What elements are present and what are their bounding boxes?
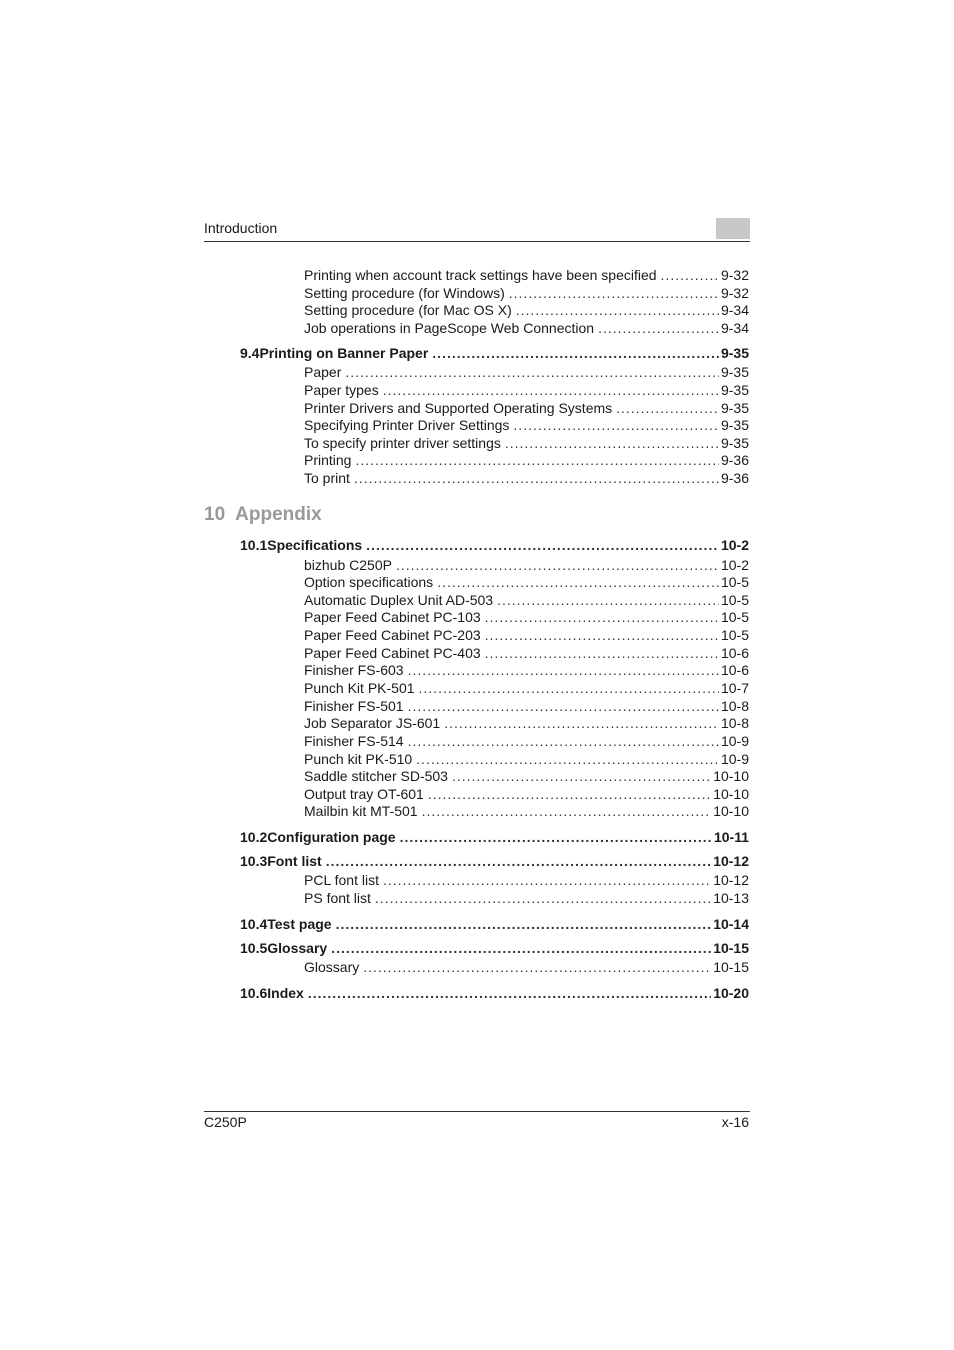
toc-dot-leader	[355, 451, 719, 469]
toc-entry-title: Punch kit PK-510	[304, 751, 413, 767]
toc-entry[interactable]	[304, 785, 749, 803]
header-tab-block	[716, 218, 750, 239]
toc-page-number: 9-34	[720, 302, 749, 318]
toc-dot-leader	[383, 381, 719, 399]
toc-dot-leader	[345, 363, 719, 381]
toc-dot-leader	[513, 416, 719, 434]
toc-page-number: 9-35	[720, 435, 749, 451]
toc-entry-title: Specifications	[267, 537, 363, 553]
toc-dot-leader	[485, 626, 719, 644]
toc-entry-title: PS font list	[304, 890, 371, 906]
toc-section-entry[interactable]	[240, 852, 749, 870]
toc-entry-title: Job Separator JS-601	[304, 715, 441, 731]
toc-entry[interactable]	[304, 573, 749, 591]
toc-page-number: 10-13	[713, 890, 749, 906]
toc-entry-title: Index	[267, 985, 304, 1001]
toc-page-number: 10-15	[713, 940, 749, 956]
toc-entry[interactable]	[304, 266, 749, 284]
toc-dot-leader	[383, 871, 711, 889]
toc-page-number: 10-7	[720, 680, 749, 696]
toc-dot-leader	[428, 785, 711, 803]
toc-entry[interactable]	[304, 802, 749, 820]
toc-section-entry[interactable]	[240, 536, 749, 554]
toc-entry[interactable]	[304, 750, 749, 768]
toc-entry[interactable]	[304, 732, 749, 750]
toc-entry-title: Finisher FS-514	[304, 733, 404, 749]
chapter-number: 10	[204, 504, 226, 525]
header-rule	[204, 241, 750, 242]
toc-entry-title: Finisher FS-603	[304, 662, 404, 678]
toc-dot-leader	[437, 573, 719, 591]
toc-page-number: 10-2	[720, 537, 749, 553]
toc-page-number: 9-35	[720, 345, 749, 361]
toc-dot-leader	[331, 939, 711, 957]
toc-page-number: 10-20	[713, 985, 749, 1001]
toc-dot-leader	[661, 266, 719, 284]
toc-dot-leader	[408, 732, 719, 750]
toc-section-number: 9.4	[240, 345, 260, 361]
toc-page-number: 10-5	[720, 574, 749, 590]
toc-entry-title: Font list	[267, 853, 322, 869]
toc-dot-leader	[336, 915, 712, 933]
toc-entry-title: Output tray OT-601	[304, 786, 424, 802]
toc-entry-title: Job operations in PageScope Web Connection	[304, 320, 595, 336]
toc-entry[interactable]	[304, 319, 749, 337]
toc-entry[interactable]	[304, 958, 749, 976]
toc-dot-leader	[308, 984, 711, 1002]
toc-page-number: 10-8	[720, 698, 749, 714]
toc-page-number: 10-2	[720, 557, 749, 573]
toc-page-number: 10-6	[720, 645, 749, 661]
toc-entry-title: Paper Feed Cabinet PC-103	[304, 609, 481, 625]
toc-dot-leader	[375, 889, 711, 907]
toc-page-number: 10-12	[713, 872, 749, 888]
toc-entry[interactable]	[304, 416, 749, 434]
toc-dot-leader	[422, 802, 712, 820]
toc-entry[interactable]	[304, 679, 749, 697]
toc-entry[interactable]	[304, 661, 749, 679]
toc-entry-title: Glossary	[267, 940, 328, 956]
toc-page-number: 10-14	[713, 916, 749, 932]
toc-section-number: 10.3	[240, 853, 268, 869]
toc-page-number: 9-35	[720, 417, 749, 433]
toc-page-number: 10-9	[720, 733, 749, 749]
footer-page-number: x-16	[721, 1114, 749, 1130]
footer-rule	[204, 1111, 750, 1112]
toc-page-number: 10-10	[713, 768, 749, 784]
toc-dot-leader	[396, 556, 719, 574]
toc-section-entry[interactable]	[240, 344, 749, 362]
toc-dot-leader	[419, 679, 719, 697]
toc-entry-title: Printing when account track settings have been specified	[304, 267, 657, 283]
toc-dot-leader	[366, 536, 719, 554]
toc-entry-title: Finisher FS-501	[304, 698, 404, 714]
toc-entry-title: Printing	[304, 452, 352, 468]
toc-section-entry[interactable]	[240, 915, 749, 933]
toc-section-number: 10.4	[240, 916, 268, 932]
toc-dot-leader	[408, 697, 719, 715]
toc-entry-title: Specifying Printer Driver Settings	[304, 417, 510, 433]
toc-entry-title: Setting procedure (for Mac OS X)	[304, 302, 512, 318]
toc-dot-leader	[598, 319, 719, 337]
toc-entry[interactable]	[304, 889, 749, 907]
toc-entry[interactable]	[304, 451, 749, 469]
toc-entry[interactable]	[304, 284, 749, 302]
toc-page-number: 10-9	[720, 751, 749, 767]
toc-entry[interactable]	[304, 434, 749, 452]
toc-entry[interactable]	[304, 363, 749, 381]
toc-entry-title: Printing on Banner Paper	[259, 345, 429, 361]
toc-entry-title: To print	[304, 470, 350, 486]
toc-dot-leader	[408, 661, 719, 679]
toc-entry[interactable]	[304, 591, 749, 609]
toc-page-number: 9-35	[720, 364, 749, 380]
toc-entry-title: Test page	[267, 916, 332, 932]
toc-dot-leader	[516, 301, 719, 319]
toc-section-number: 10.2	[240, 829, 268, 845]
toc-entry[interactable]	[304, 767, 749, 785]
toc-page-number: 9-35	[720, 382, 749, 398]
toc-entry-title: bizhub C250P	[304, 557, 392, 573]
toc-page-number: 9-34	[720, 320, 749, 336]
toc-entry-title: Glossary	[304, 959, 360, 975]
toc-entry[interactable]	[304, 556, 749, 574]
toc-entry-title: To specify printer driver settings	[304, 435, 501, 451]
toc-page-number: 10-10	[713, 803, 749, 819]
toc-dot-leader	[505, 434, 719, 452]
toc-page-number: 10-6	[720, 662, 749, 678]
toc-section-number: 10.5	[240, 940, 268, 956]
toc-entry[interactable]	[304, 644, 749, 662]
toc-dot-leader	[363, 958, 711, 976]
chapter-heading	[204, 504, 322, 526]
toc-dot-leader	[485, 644, 719, 662]
toc-section-number: 10.6	[240, 985, 268, 1001]
toc-dot-leader	[400, 828, 712, 846]
footer-model: C250P	[204, 1114, 247, 1130]
toc-entry[interactable]	[304, 381, 749, 399]
toc-entry-title: Punch Kit PK-501	[304, 680, 415, 696]
toc-section-entry[interactable]	[240, 939, 749, 957]
toc-dot-leader	[326, 852, 712, 870]
toc-page-number: 10-5	[720, 609, 749, 625]
toc-entry-title: Automatic Duplex Unit AD-503	[304, 592, 494, 608]
toc-page-number: 9-32	[720, 285, 749, 301]
toc-entry-title: Printer Drivers and Supported Operating Systems	[304, 400, 613, 416]
header-title: Introduction	[204, 220, 278, 236]
toc-page-number: 9-36	[720, 470, 749, 486]
toc-entry-title: Saddle stitcher SD-503	[304, 768, 448, 784]
toc-page-number: 10-10	[713, 786, 749, 802]
toc-dot-leader	[509, 284, 719, 302]
toc-page-number: 10-11	[713, 829, 749, 845]
toc-page-number: 10-5	[720, 592, 749, 608]
toc-dot-leader	[444, 714, 719, 732]
toc-page-number: 10-15	[713, 959, 749, 975]
toc-entry-title: Configuration page	[267, 829, 396, 845]
toc-page-number: 10-8	[720, 715, 749, 731]
toc-page-number: 9-32	[720, 267, 749, 283]
toc-page-number: 9-35	[720, 400, 749, 416]
toc-entry[interactable]	[304, 399, 749, 417]
toc-entry[interactable]	[304, 871, 749, 889]
toc-section-entry[interactable]	[240, 828, 749, 846]
toc-entry[interactable]	[304, 714, 749, 732]
toc-entry-title: Paper	[304, 364, 342, 380]
toc-entry-title: PCL font list	[304, 872, 379, 888]
toc-entry-title: Paper Feed Cabinet PC-203	[304, 627, 481, 643]
toc-section-number: 10.1	[240, 537, 268, 553]
toc-entry-title: Option specifications	[304, 574, 434, 590]
toc-dot-leader	[485, 608, 719, 626]
toc-entry[interactable]	[304, 608, 749, 626]
toc-page-number: 10-12	[713, 853, 749, 869]
toc-page-number: 10-5	[720, 627, 749, 643]
toc-entry-title: Paper types	[304, 382, 379, 398]
toc-dot-leader	[616, 399, 719, 417]
toc-dot-leader	[416, 750, 719, 768]
chapter-title: Appendix	[235, 504, 322, 525]
toc-entry[interactable]	[304, 469, 749, 487]
toc-entry-title: Setting procedure (for Windows)	[304, 285, 505, 301]
toc-entry[interactable]	[304, 697, 749, 715]
toc-dot-leader	[497, 591, 719, 609]
toc-entry-title: Paper Feed Cabinet PC-403	[304, 645, 481, 661]
toc-dot-leader	[432, 344, 719, 362]
toc-page-number: 9-36	[720, 452, 749, 468]
toc-entry[interactable]	[304, 626, 749, 644]
toc-entry[interactable]	[304, 301, 749, 319]
toc-dot-leader	[354, 469, 719, 487]
toc-entry-title: Mailbin kit MT-501	[304, 803, 418, 819]
toc-section-entry[interactable]	[240, 984, 749, 1002]
toc-dot-leader	[452, 767, 711, 785]
